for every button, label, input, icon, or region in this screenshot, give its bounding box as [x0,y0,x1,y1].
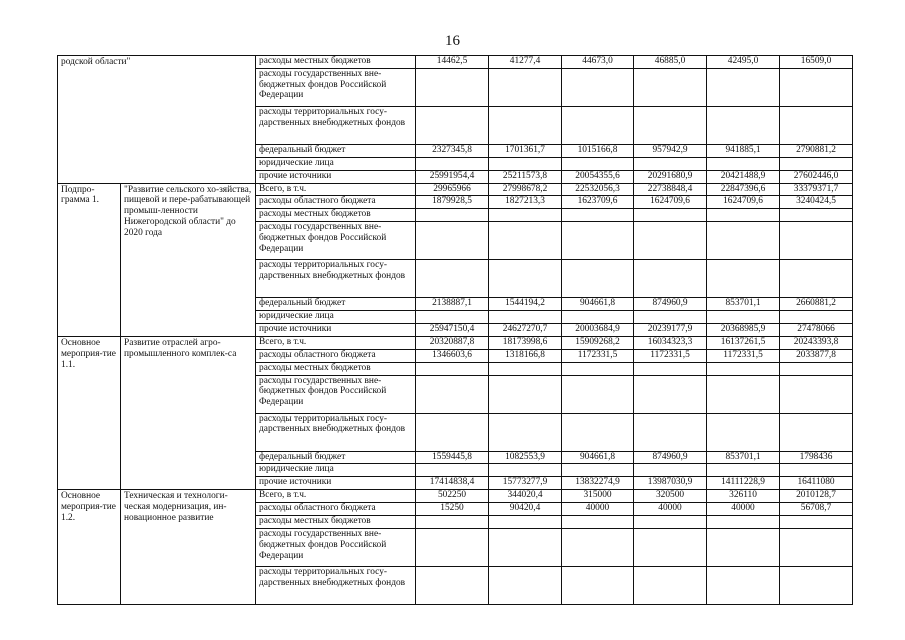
value-cell [489,260,562,298]
funding-source-cell: расходы государственных вне-бюджетных фондов Российской Федерации [256,528,416,566]
value-cell: 14462,5 [416,56,489,69]
value-cell [562,566,634,604]
value-cell: 29965966 [416,183,489,196]
value-cell [562,464,634,477]
value-cell [780,311,853,324]
value-cell [489,106,562,144]
funding-source-cell: федеральный бюджет [256,451,416,464]
value-cell: 22532056,3 [562,183,634,196]
value-cell: 20003684,9 [562,324,634,337]
page-number: 16 [445,33,460,49]
value-cell [634,362,707,375]
value-cell: 2660881,2 [780,298,853,311]
value-cell: 2327345,8 [416,144,489,157]
value-cell [489,566,562,604]
value-cell: 16137261,5 [707,336,780,349]
funding-source-cell: расходы государственных вне-бюджетных фондов Российской Федерации [256,222,416,260]
value-cell [489,375,562,413]
value-cell: 22847396,6 [707,183,780,196]
funding-source-cell: Всего, в т.ч. [256,183,416,196]
value-cell: 1346603,6 [416,349,489,362]
table-row [58,183,853,196]
funding-source-cell: расходы областного бюджета [256,196,416,209]
value-cell [707,106,780,144]
section-code-cell: Основное мероприя-тие 1.1. [58,336,121,489]
value-cell [416,464,489,477]
value-cell: 2010128,7 [780,490,853,503]
value-cell [634,260,707,298]
value-cell [489,68,562,106]
value-cell: 16411080 [780,477,853,490]
value-cell [562,209,634,222]
value-cell: 20054355,6 [562,170,634,183]
value-cell [780,516,853,529]
value-cell: 56708,7 [780,503,853,516]
value-cell: 941885,1 [707,144,780,157]
funding-source-cell: расходы местных бюджетов [256,516,416,529]
value-cell [562,260,634,298]
value-cell: 20320887,8 [416,336,489,349]
value-cell: 957942,9 [634,144,707,157]
value-cell [562,311,634,324]
value-cell [780,528,853,566]
value-cell: 2138887,1 [416,298,489,311]
value-cell [634,209,707,222]
value-cell: 16509,0 [780,56,853,69]
value-cell [489,528,562,566]
value-cell [416,362,489,375]
value-cell: 40000 [562,503,634,516]
value-cell [634,222,707,260]
value-cell: 25947150,4 [416,324,489,337]
table-row [58,336,853,349]
funding-source-cell: Всего, в т.ч. [256,336,416,349]
value-cell [780,209,853,222]
value-cell: 20421488,9 [707,170,780,183]
value-cell [634,413,707,451]
section-title-cell: Развитие отраслей агро-промышленного комплек-са [121,336,256,489]
section-title-cell: "Развитие сельского хо-зяйства, пищевой и пере-рабатывающей промыш-ленности Нижегородской области" до 2020 года [121,183,256,336]
value-cell [780,68,853,106]
value-cell: 1798436 [780,451,853,464]
value-cell: 44673,0 [562,56,634,69]
value-cell: 502250 [416,490,489,503]
value-cell [416,528,489,566]
funding-source-cell: федеральный бюджет [256,144,416,157]
value-cell: 326110 [707,490,780,503]
value-cell: 874960,9 [634,298,707,311]
funding-source-cell: прочие источники [256,477,416,490]
value-cell: 24627270,7 [489,324,562,337]
value-cell [707,260,780,298]
value-cell [416,375,489,413]
value-cell: 2033877,8 [780,349,853,362]
value-cell: 33379371,7 [780,183,853,196]
value-cell [780,566,853,604]
value-cell [416,106,489,144]
funding-source-cell: прочие источники [256,324,416,337]
funding-source-cell: федеральный бюджет [256,298,416,311]
value-cell: 18173998,6 [489,336,562,349]
value-cell: 40000 [634,503,707,516]
value-cell [562,68,634,106]
value-cell: 1082553,9 [489,451,562,464]
value-cell: 874960,9 [634,451,707,464]
value-cell [634,311,707,324]
funding-source-cell: прочие источники [256,170,416,183]
value-cell: 1879928,5 [416,196,489,209]
value-cell [634,528,707,566]
value-cell: 3240424,5 [780,196,853,209]
value-cell [489,516,562,529]
value-cell [562,516,634,529]
value-cell [562,413,634,451]
value-cell [489,311,562,324]
value-cell [416,516,489,529]
value-cell [562,222,634,260]
value-cell [634,375,707,413]
value-cell: 1624709,6 [707,196,780,209]
value-cell: 13987030,9 [634,477,707,490]
value-cell [416,260,489,298]
value-cell [780,157,853,170]
value-cell [416,311,489,324]
value-cell: 1318166,8 [489,349,562,362]
value-cell [707,362,780,375]
value-cell: 15773277,9 [489,477,562,490]
value-cell [416,157,489,170]
value-cell [562,106,634,144]
section-code-cell: Основное мероприя-тие 1.2. [58,490,121,605]
funding-source-cell: расходы местных бюджетов [256,362,416,375]
value-cell: 25211573,8 [489,170,562,183]
funding-source-cell: расходы областного бюджета [256,503,416,516]
value-cell: 1701361,7 [489,144,562,157]
funding-source-cell: расходы территориальных госу-дарственных внебюджетных фондов [256,106,416,144]
value-cell: 1559445,8 [416,451,489,464]
value-cell [780,222,853,260]
value-cell: 17414838,4 [416,477,489,490]
value-cell [489,362,562,375]
value-cell [416,413,489,451]
value-cell [707,311,780,324]
value-cell: 15909268,2 [562,336,634,349]
value-cell [562,157,634,170]
value-cell [634,566,707,604]
value-cell [489,209,562,222]
funding-source-cell: расходы территориальных госу-дарственных внебюджетных фондов [256,260,416,298]
funding-source-cell: юридические лица [256,157,416,170]
value-cell: 1172331,5 [634,349,707,362]
value-cell: 853701,1 [707,451,780,464]
value-cell [780,375,853,413]
value-cell [416,222,489,260]
value-cell [634,68,707,106]
value-cell [634,516,707,529]
value-cell: 14111228,9 [707,477,780,490]
value-cell: 27478066 [780,324,853,337]
value-cell [780,260,853,298]
funding-source-cell: расходы местных бюджетов [256,56,416,69]
value-cell: 27998678,2 [489,183,562,196]
value-cell: 320500 [634,490,707,503]
value-cell [562,528,634,566]
value-cell: 315000 [562,490,634,503]
funding-source-cell: Всего, в т.ч. [256,490,416,503]
value-cell [780,464,853,477]
value-cell [707,528,780,566]
table-row [58,490,853,503]
funding-source-cell: расходы областного бюджета [256,349,416,362]
funding-source-cell: расходы государственных вне-бюджетных фондов Российской Федерации [256,375,416,413]
value-cell [416,566,489,604]
value-cell [707,464,780,477]
value-cell [780,413,853,451]
value-cell [707,375,780,413]
value-cell: 90420,4 [489,503,562,516]
value-cell [707,413,780,451]
value-cell [489,413,562,451]
value-cell [489,157,562,170]
value-cell: 20239177,9 [634,324,707,337]
funding-source-cell: юридические лица [256,464,416,477]
value-cell [707,516,780,529]
funding-source-cell: расходы территориальных госу-дарственных внебюджетных фондов [256,413,416,451]
value-cell [562,375,634,413]
table-row [58,56,853,69]
table-body [58,56,853,605]
section-title-cell: Техническая и технологи-ческая модернизация, ин-новационное развитие [121,490,256,605]
value-cell [780,362,853,375]
value-cell: 1172331,5 [707,349,780,362]
value-cell: 46885,0 [634,56,707,69]
value-cell: 40000 [707,503,780,516]
value-cell: 20368985,9 [707,324,780,337]
value-cell: 853701,1 [707,298,780,311]
value-cell: 1015166,8 [562,144,634,157]
value-cell: 2790881,2 [780,144,853,157]
value-cell: 1827213,3 [489,196,562,209]
budget-table [57,55,853,605]
value-cell [489,222,562,260]
value-cell [707,157,780,170]
value-cell: 20291680,9 [634,170,707,183]
value-cell: 41277,4 [489,56,562,69]
value-cell: 1172331,5 [562,349,634,362]
value-cell [780,106,853,144]
value-cell: 27602446,0 [780,170,853,183]
value-cell [634,157,707,170]
value-cell [562,362,634,375]
value-cell: 1544194,2 [489,298,562,311]
value-cell: 344020,4 [489,490,562,503]
value-cell [489,464,562,477]
section-title-cell: родской области" [58,56,256,184]
funding-source-cell: расходы государственных вне-бюджетных фондов Российской Федерации [256,68,416,106]
value-cell [707,209,780,222]
value-cell: 16034323,3 [634,336,707,349]
value-cell: 20243393,8 [780,336,853,349]
value-cell: 13832274,9 [562,477,634,490]
funding-source-cell: расходы местных бюджетов [256,209,416,222]
value-cell: 25991954,4 [416,170,489,183]
value-cell [707,566,780,604]
value-cell [416,68,489,106]
value-cell: 22738848,4 [634,183,707,196]
funding-source-cell: расходы территориальных госу-дарственных внебюджетных фондов [256,566,416,604]
section-code-cell: Подпро-грамма 1. [58,183,121,336]
value-cell [416,209,489,222]
value-cell [634,464,707,477]
value-cell: 1623709,6 [562,196,634,209]
value-cell: 904661,8 [562,298,634,311]
value-cell [707,222,780,260]
value-cell [634,106,707,144]
value-cell: 1624709,6 [634,196,707,209]
value-cell [707,68,780,106]
funding-source-cell: юридические лица [256,311,416,324]
value-cell: 15250 [416,503,489,516]
value-cell: 42495,0 [707,56,780,69]
value-cell: 904661,8 [562,451,634,464]
